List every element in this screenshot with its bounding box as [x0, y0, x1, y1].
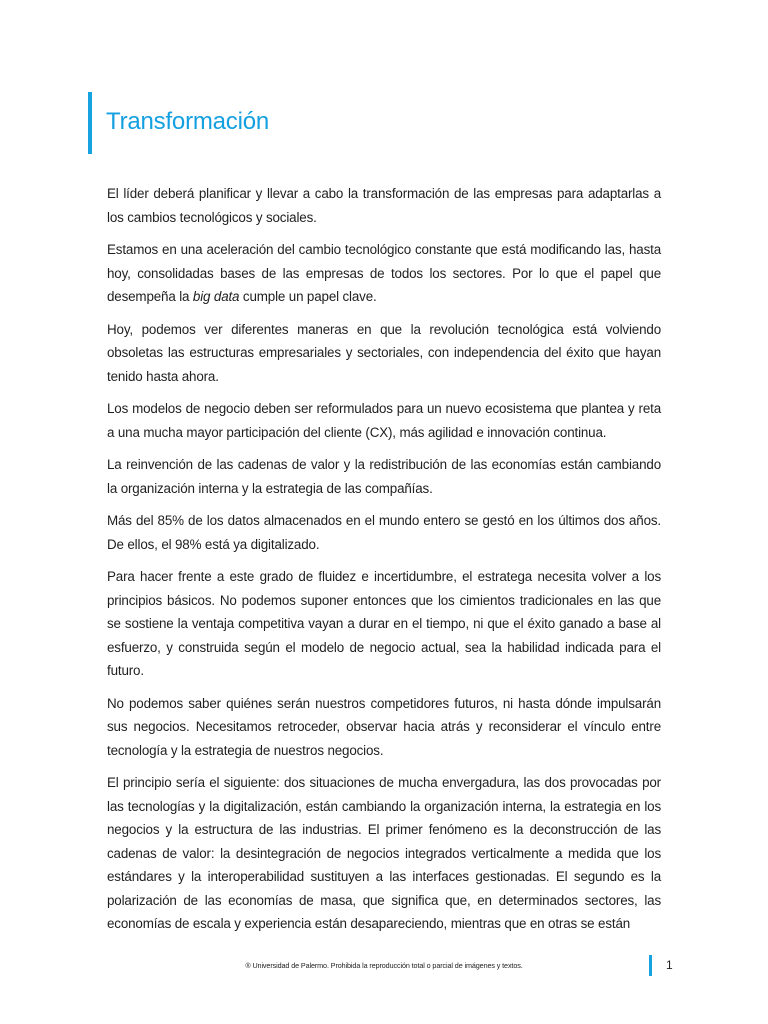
paragraph: [107, 397, 661, 444]
paragraph-text: El líder deberá planificar y llevar a cabo la transformación de las empresas para adaptarlas a los cambios tecnológicos y sociales.: [107, 186, 661, 225]
paragraph-text: cumple un papel clave.: [239, 289, 377, 304]
paragraph-text: El principio sería el siguiente: dos situaciones de mucha envergadura, las dos provocadas por las tecnologías y la digitalización, están cambiando la organización interna, la estrategia en los negocios y la estructura de las industrias. El primer fenómeno es la deconstrucción de las cadenas de valor: la desintegración de negocios integrados verticalmente a medida que los estándares y la interoperabilidad sustituyen a las interfaces gestionadas. El segundo es la polarización de las economías de masa, que significa que, en determinados sectores, las economías de escala y experiencia están desapareciendo, mientras que en otras se están: [107, 775, 661, 931]
paragraph: [107, 565, 661, 683]
paragraph: [107, 453, 661, 500]
paragraph: [107, 692, 661, 763]
body-text: [107, 182, 661, 945]
footer-copyright: ® Universidad de Palermo. Prohibida la reproducción total o parcial de imágenes y textos.: [245, 961, 523, 970]
paragraph: [107, 182, 661, 229]
paragraph: [107, 238, 661, 309]
paragraph-text: No podemos saber quiénes serán nuestros competidores futuros, ni hasta dónde impulsarán sus negocios. Necesitamos retroceder, observar hacia atrás y reconsiderar el vínculo entre tecnología y la estrategia de nuestros negocios.: [107, 695, 661, 758]
paragraph: [107, 509, 661, 556]
paragraph-text: La reinvención de las cadenas de valor y la redistribución de las economías están cambiando la organización interna y la estrategia de las compañías.: [107, 457, 661, 496]
page-title: Transformación: [106, 108, 270, 135]
paragraph: [107, 318, 661, 389]
paragraph-text: Hoy, podemos ver diferentes maneras en que la revolución tecnológica está volviendo obsoletas las estructuras empresariales y sectoriales, con independencia del éxito que hayan tenido hasta ahora.: [107, 321, 661, 384]
heading-accent-bar: [88, 92, 92, 154]
paragraph-text: Para hacer frente a este grado de fluidez e incertidumbre, el estratega necesita volver a los principios básicos. No podemos suponer entonces que los cimientos tradicionales en las que se sostiene la ventaja competitiva vayan a durar en el tiempo, ni que el éxito ganado a base al esfuerzo, y construida según el modelo de negocio actual, sea la habilidad indicada para el futuro.: [107, 569, 661, 678]
footer-accent-bar: [649, 955, 652, 976]
paragraph-text: Estamos en una aceleración del cambio tecnológico constante que está modificando las, hasta hoy, consolidadas bases de las empresas de todos los sectores. Por lo que el papel que desempeña la: [107, 242, 661, 304]
page-number: 1: [666, 958, 673, 972]
paragraph-text: Los modelos de negocio deben ser reformulados para un nuevo ecosistema que plantea y reta a una mucha mayor participación del cliente (CX), más agilidad e innovación continua.: [107, 401, 661, 440]
emphasis-big-data: big data: [192, 289, 240, 304]
paragraph: [107, 771, 661, 936]
paragraph-text: Más del 85% de los datos almacenados en el mundo entero se gestó en los últimos dos años. De ellos, el 98% está ya digitalizado.: [107, 513, 661, 552]
